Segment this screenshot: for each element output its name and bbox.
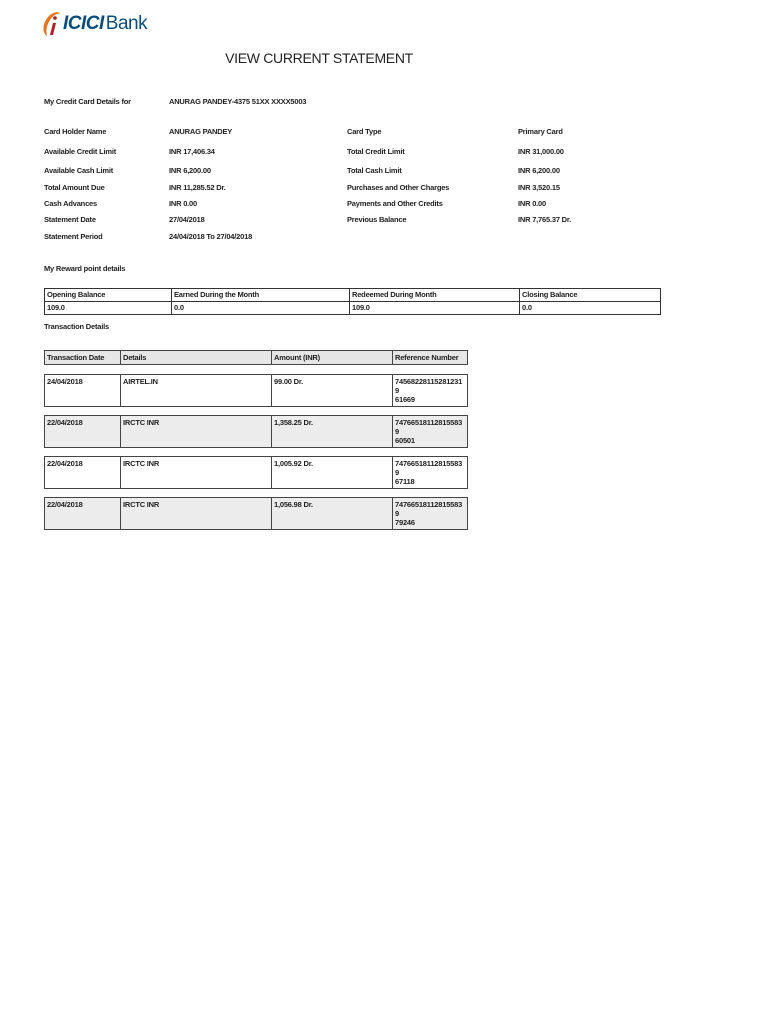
available-credit-limit-value: INR 17,406.34 xyxy=(169,147,215,156)
reward-header-closing: Closing Balance xyxy=(520,289,661,302)
header-details: Details xyxy=(121,351,272,364)
reward-header-row xyxy=(45,289,661,302)
available-cash-limit-value: INR 6,200.00 xyxy=(169,166,211,175)
reward-header-earned: Earned During the Month xyxy=(172,289,350,302)
txn-date: 22/04/2018 xyxy=(45,416,121,447)
txn-date: 22/04/2018 xyxy=(45,498,121,529)
statement-date-label: Statement Date xyxy=(44,215,96,224)
card-details-value: ANURAG PANDEY-4375 51XX XXXX5003 xyxy=(169,97,307,106)
card-details-label: My Credit Card Details for xyxy=(44,97,131,106)
txn-details: IRCTC INR xyxy=(121,416,272,447)
transaction-row xyxy=(44,374,468,407)
txn-date: 24/04/2018 xyxy=(45,375,121,406)
statement-period-value: 24/04/2018 To 27/04/2018 xyxy=(169,232,253,241)
cash-advances-value: INR 0.00 xyxy=(169,199,197,208)
txn-reference-line2: 67118 xyxy=(395,477,415,486)
txn-reference-line2: 60501 xyxy=(395,436,415,445)
txn-reference xyxy=(393,457,469,488)
reward-earned-value: 0.0 xyxy=(172,302,350,315)
txn-reference-line2: 61669 xyxy=(395,395,415,404)
txn-details: IRCTC INR xyxy=(121,498,272,529)
card-type-label: Card Type xyxy=(347,127,382,136)
txn-amount: 99.00 Dr. xyxy=(272,375,393,406)
reward-points-table xyxy=(44,288,661,315)
reward-redeemed-value: 109.0 xyxy=(350,302,520,315)
reward-header-redeemed: Redeemed During Month xyxy=(350,289,520,302)
reward-value-row xyxy=(45,302,661,315)
txn-amount: 1,358.25 Dr. xyxy=(272,416,393,447)
previous-balance-label: Previous Balance xyxy=(347,215,407,224)
card-holder-name-label: Card Holder Name xyxy=(44,127,107,136)
total-amount-due-label: Total Amount Due xyxy=(44,183,105,192)
available-credit-limit-label: Available Credit Limit xyxy=(44,147,117,156)
transaction-row xyxy=(44,497,468,530)
header-reference-number: Reference Number xyxy=(395,353,459,362)
txn-reference-line1: 74568228115281231 9 xyxy=(395,377,463,395)
purchases-value: INR 3,520.15 xyxy=(518,183,560,192)
purchases-label: Purchases and Other Charges xyxy=(347,183,450,192)
statement-date-value: 27/04/2018 xyxy=(169,215,205,224)
transaction-row xyxy=(44,456,468,489)
total-cash-limit-label: Total Cash Limit xyxy=(347,166,402,175)
txn-amount: 1,005.92 Dr. xyxy=(272,457,393,488)
txn-reference-line1: 74766518112815583 9 xyxy=(395,459,463,477)
logo-suffix: Bank xyxy=(105,13,148,34)
icici-bank-logo xyxy=(41,11,147,37)
txn-reference-line1: 74766518112815583 9 xyxy=(395,500,463,518)
header-transaction-date: Transaction Date xyxy=(45,351,121,364)
payments-label: Payments and Other Credits xyxy=(347,199,443,208)
reward-closing-value: 0.0 xyxy=(520,302,661,315)
transaction-row xyxy=(44,415,468,448)
txn-amount: 1,056.98 Dr. xyxy=(272,498,393,529)
total-credit-limit-label: Total Credit Limit xyxy=(347,147,405,156)
txn-reference-line2: 79246 xyxy=(395,518,415,527)
transaction-table xyxy=(44,350,468,538)
total-credit-limit-value: INR 31,000.00 xyxy=(518,147,564,156)
txn-details: IRCTC INR xyxy=(121,457,272,488)
available-cash-limit-label: Available Cash Limit xyxy=(44,166,114,175)
logo-brand: ICICI xyxy=(63,13,104,34)
previous-balance-value: INR 7,765.37 Dr. xyxy=(518,215,572,224)
reward-header-opening: Opening Balance xyxy=(45,289,172,302)
reward-section-title: My Reward point details xyxy=(44,264,126,273)
header-amount: Amount (INR) xyxy=(272,351,393,364)
reward-opening-value: 109.0 xyxy=(45,302,172,315)
transaction-section-title: Transaction Details xyxy=(44,322,109,331)
payments-value: INR 0.00 xyxy=(518,199,546,208)
txn-reference xyxy=(393,498,469,529)
cash-advances-label: Cash Advances xyxy=(44,199,97,208)
total-amount-due-value: INR 11,285.52 Dr. xyxy=(169,183,226,192)
card-holder-name-value: ANURAG PANDEY xyxy=(169,127,233,136)
statement-period-label: Statement Period xyxy=(44,232,103,241)
txn-date: 22/04/2018 xyxy=(45,457,121,488)
txn-details: AIRTEL.IN xyxy=(121,375,272,406)
transaction-header-row xyxy=(44,350,468,365)
icici-logo-mark-icon xyxy=(41,11,61,37)
page-title: VIEW CURRENT STATEMENT xyxy=(225,50,413,66)
total-cash-limit-value: INR 6,200.00 xyxy=(518,166,560,175)
txn-reference-line1: 74766518112815583 9 xyxy=(395,418,463,436)
card-type-value: Primary Card xyxy=(518,127,563,136)
txn-reference xyxy=(393,416,469,447)
txn-reference xyxy=(393,375,469,406)
